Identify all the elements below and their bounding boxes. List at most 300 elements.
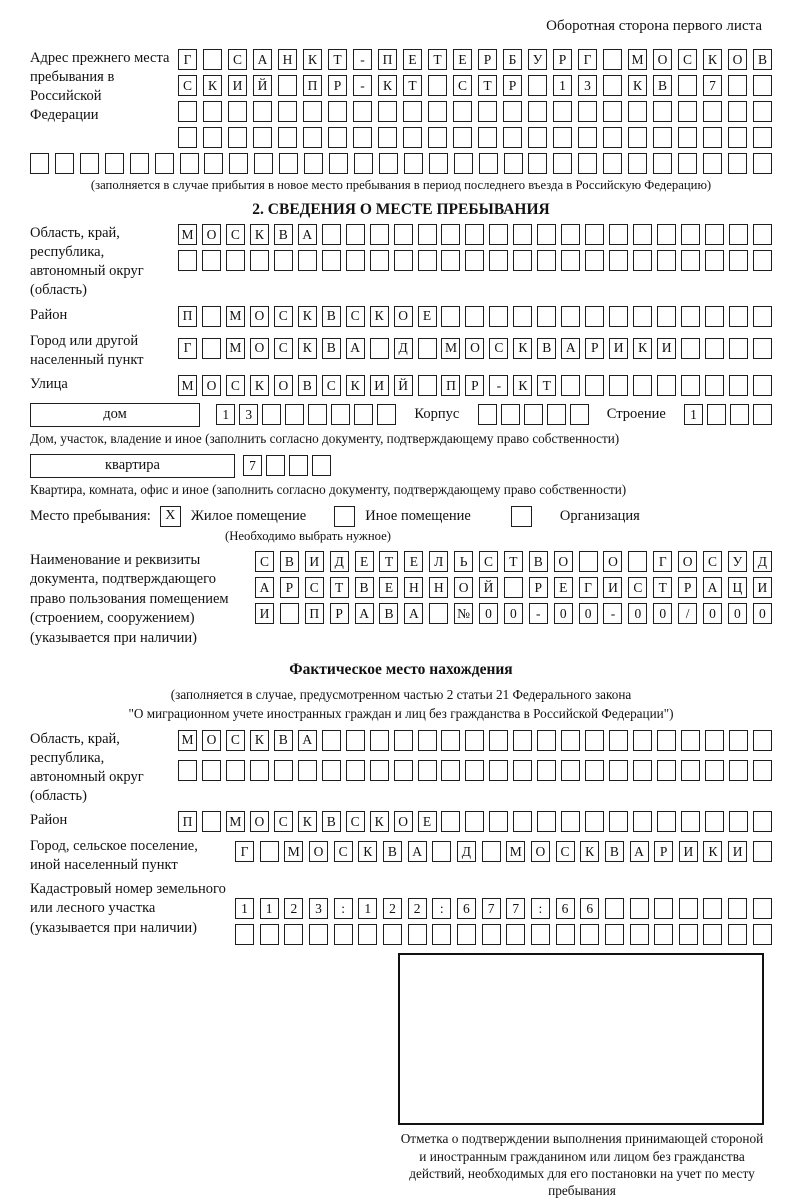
char-box-empty (278, 75, 297, 96)
char-box-empty (489, 250, 508, 271)
char-box-empty (585, 250, 604, 271)
char-box-filled: С (628, 577, 647, 598)
char-box-filled: И (728, 841, 747, 862)
char-box-empty (524, 404, 543, 425)
char-box-filled: К (298, 811, 317, 832)
char-box-filled: К (370, 306, 389, 327)
char-box-empty (346, 250, 365, 271)
fact-raion-label: Район (30, 812, 68, 829)
gorod-label: Город или другой населенный пункт (30, 332, 144, 368)
char-box-empty (478, 127, 497, 148)
char-box-filled: И (228, 75, 247, 96)
char-box-empty (304, 153, 323, 174)
char-box-filled: 2 (284, 898, 303, 919)
char-box-empty (653, 153, 672, 174)
char-box-empty (628, 127, 647, 148)
char-box-filled: Г (178, 49, 197, 70)
char-box-empty (703, 101, 722, 122)
char-box-empty (609, 224, 628, 245)
char-box-empty (489, 306, 508, 327)
char-box-empty (403, 101, 422, 122)
char-box-filled: К (250, 224, 269, 245)
dom-row (30, 403, 772, 427)
char-box-filled: В (280, 551, 299, 572)
char-box-empty (155, 153, 174, 174)
char-box-empty (328, 101, 347, 122)
char-box-filled: Е (403, 49, 422, 70)
char-box-filled: Н (278, 49, 297, 70)
char-box-empty (202, 811, 221, 832)
raion-label: Район (30, 306, 68, 323)
char-box-empty (441, 730, 460, 751)
char-box-empty (705, 224, 724, 245)
char-box-filled: Р (465, 375, 484, 396)
char-box-filled: В (322, 811, 341, 832)
page-header-note: Оборотная сторона первого листа (546, 18, 762, 34)
char-box-empty (418, 375, 437, 396)
char-box-empty (633, 760, 652, 781)
char-box-empty (753, 224, 772, 245)
char-box-filled: С (274, 811, 293, 832)
char-box-empty (235, 924, 254, 945)
char-box-empty (729, 338, 748, 359)
char-box-empty (253, 101, 272, 122)
doc-label: Наименование и реквизиты документа, подтверждающего право пользования помещением (строением, сооружением) (указывается при наличии) (30, 551, 229, 646)
char-box-filled: С (255, 551, 274, 572)
char-box-filled: К (298, 306, 317, 327)
char-box-empty (628, 101, 647, 122)
raion-row (178, 306, 772, 327)
char-box-filled: В (274, 224, 293, 245)
char-box-filled: А (255, 577, 274, 598)
char-box-empty (202, 250, 221, 271)
char-box-filled: Р (654, 841, 673, 862)
char-box-filled: П (305, 603, 324, 624)
char-box-filled: У (728, 551, 747, 572)
char-box-empty (353, 101, 372, 122)
fact-oblast-label: Область, край, республика, автономный округ (область) (30, 730, 144, 804)
char-box-empty (378, 101, 397, 122)
char-box-filled: С (305, 577, 324, 598)
char-box-filled: И (609, 338, 628, 359)
stroenie-cells (684, 404, 772, 425)
char-box-empty (441, 811, 460, 832)
char-box-filled: М (506, 841, 525, 862)
char-box-empty (453, 101, 472, 122)
prev-address-label: Адрес прежнего места пребывания в Российской Федерации (30, 50, 170, 124)
char-box-empty (482, 841, 501, 862)
char-box-filled: / (678, 603, 697, 624)
char-box-empty (226, 760, 245, 781)
char-box-filled: К (303, 49, 322, 70)
char-box-empty (537, 250, 556, 271)
char-box-filled: К (703, 841, 722, 862)
char-box-filled: 6 (457, 898, 476, 919)
char-box-filled: Г (579, 577, 598, 598)
char-box-empty (561, 224, 580, 245)
char-box-filled: А (346, 338, 365, 359)
char-box-empty (609, 375, 628, 396)
char-box-empty (703, 127, 722, 148)
char-box-empty (654, 924, 673, 945)
char-box-empty (603, 49, 622, 70)
fact-raion-field (30, 811, 772, 832)
char-box-empty (537, 760, 556, 781)
char-box-empty (728, 75, 747, 96)
oblast-field (30, 224, 772, 301)
char-box-filled: В (274, 730, 293, 751)
char-box-empty (428, 101, 447, 122)
char-box-empty (226, 250, 245, 271)
prev-address-rows (178, 49, 772, 148)
char-box-empty (394, 730, 413, 751)
char-box-filled: С (226, 730, 245, 751)
stamp-caption: Отметка о подтверждении выполнения принимающей стороной и иностранным гражданином или лицом без гражданства действий, необходимых для его постановки на учет по месту пребывания (400, 1131, 764, 1199)
char-box-filled: К (250, 375, 269, 396)
char-box-empty (501, 404, 520, 425)
char-box-filled: Й (479, 577, 498, 598)
char-box-empty (729, 811, 748, 832)
char-box-filled: К (298, 338, 317, 359)
char-box-filled: С (274, 306, 293, 327)
char-box-empty (703, 924, 722, 945)
char-box-empty (585, 730, 604, 751)
char-box-filled: Д (753, 551, 772, 572)
char-box-empty (679, 924, 698, 945)
char-box-empty (298, 760, 317, 781)
char-box-filled: О (465, 338, 484, 359)
char-box-filled: О (250, 338, 269, 359)
char-box-filled: А (561, 338, 580, 359)
char-box-empty (377, 404, 396, 425)
prev-address-caption: (заполняется в случае прибытия в новое место пребывания в период последнего въезда в Российскую Федерацию) (90, 178, 712, 192)
char-box-empty (312, 455, 331, 476)
char-box-empty (254, 153, 273, 174)
char-box-empty (657, 375, 676, 396)
char-box-empty (278, 127, 297, 148)
fact-gorod-row (235, 841, 772, 862)
char-box-filled: Р (503, 75, 522, 96)
char-box-empty (228, 101, 247, 122)
char-box-empty (753, 811, 772, 832)
checkbox-organizatsiya (511, 506, 532, 527)
char-box-empty (654, 898, 673, 919)
prev-address-row (178, 75, 772, 96)
char-box-empty (354, 153, 373, 174)
char-box-empty (681, 338, 700, 359)
char-box-filled: 3 (578, 75, 597, 96)
char-box-empty (262, 404, 281, 425)
char-box-empty (280, 603, 299, 624)
char-box-filled: Е (404, 551, 423, 572)
char-box-empty (478, 404, 497, 425)
char-box-empty (729, 224, 748, 245)
char-box-empty (603, 75, 622, 96)
char-box-empty (728, 101, 747, 122)
fact-oblast-field (30, 730, 772, 807)
char-box-filled: С (322, 375, 341, 396)
doc-row (255, 603, 772, 624)
char-box-filled: С (274, 338, 293, 359)
char-box-filled: Т (330, 577, 349, 598)
char-box-empty (561, 760, 580, 781)
char-box-filled: Д (394, 338, 413, 359)
char-box-empty (105, 153, 124, 174)
char-box-empty (528, 101, 547, 122)
char-box-empty (346, 730, 365, 751)
char-box-empty (703, 898, 722, 919)
oblast-row (178, 224, 772, 245)
char-box-filled: И (305, 551, 324, 572)
char-box-filled: М (178, 224, 197, 245)
char-box-empty (203, 101, 222, 122)
doc-rows (255, 551, 772, 624)
char-box-filled: В (653, 75, 672, 96)
char-box-filled: О (728, 49, 747, 70)
gorod-field (30, 332, 772, 370)
char-box-filled: В (355, 577, 374, 598)
char-box-filled: К (513, 375, 532, 396)
char-box-filled: А (408, 841, 427, 862)
prev-address-field (30, 49, 772, 148)
char-box-empty (705, 730, 724, 751)
ulitsa-row (178, 375, 772, 396)
char-box-filled: К (250, 730, 269, 751)
char-box-filled: Г (578, 49, 597, 70)
char-box-empty (753, 306, 772, 327)
char-box-empty (513, 730, 532, 751)
char-box-empty (178, 127, 197, 148)
char-box-empty (250, 760, 269, 781)
doc-row (255, 551, 772, 572)
char-box-empty (753, 127, 772, 148)
char-box-filled: 7 (506, 898, 525, 919)
char-box-empty (513, 250, 532, 271)
char-box-empty (729, 250, 748, 271)
char-box-filled: К (346, 375, 365, 396)
char-box-filled: 1 (358, 898, 377, 919)
char-box-filled: : (432, 898, 451, 919)
char-box-filled: Й (394, 375, 413, 396)
char-box-filled: А (253, 49, 272, 70)
char-box-filled: В (383, 841, 402, 862)
char-box-empty (633, 306, 652, 327)
char-box-filled: 2 (383, 898, 402, 919)
char-box-filled: 6 (556, 898, 575, 919)
char-box-empty (489, 760, 508, 781)
fact-title: Фактическое место нахождения (289, 660, 513, 678)
char-box-empty (130, 153, 149, 174)
char-box-empty (429, 153, 448, 174)
char-box-filled: О (678, 551, 697, 572)
char-box-filled: Ь (454, 551, 473, 572)
char-box-empty (506, 924, 525, 945)
char-box-filled: 0 (554, 603, 573, 624)
char-box-empty (537, 730, 556, 751)
char-box-empty (705, 338, 724, 359)
char-box-filled: Р (553, 49, 572, 70)
char-box-empty (260, 841, 279, 862)
prev-address-row (178, 127, 772, 148)
option-organizatsiya-label: Организация (559, 507, 640, 524)
char-box-empty (378, 127, 397, 148)
char-box-empty (753, 101, 772, 122)
char-box-filled: С (346, 306, 365, 327)
checkbox-inoe (334, 506, 355, 527)
char-box-empty (630, 924, 649, 945)
char-box-empty (753, 924, 772, 945)
char-box-empty (253, 127, 272, 148)
char-box-empty (547, 404, 566, 425)
char-box-empty (578, 153, 597, 174)
char-box-filled: И (255, 603, 274, 624)
char-box-filled: И (753, 577, 772, 598)
kadastr-field (30, 880, 772, 945)
char-box-empty (260, 924, 279, 945)
char-box-filled: Г (178, 338, 197, 359)
char-box-empty (250, 250, 269, 271)
char-box-empty (678, 153, 697, 174)
char-box-empty (678, 75, 697, 96)
char-box-filled: О (394, 811, 413, 832)
char-box-empty (633, 811, 652, 832)
char-box-filled: С (556, 841, 575, 862)
section2-title: 2. СВЕДЕНИЯ О МЕСТЕ ПРЕБЫВАНИЯ (252, 201, 550, 218)
char-box-filled: 7 (482, 898, 501, 919)
stroenie-label: Строение (606, 406, 666, 423)
char-box-empty (753, 338, 772, 359)
char-box-empty (531, 924, 550, 945)
char-box-filled: О (202, 224, 221, 245)
char-box-empty (513, 811, 532, 832)
char-box-empty (653, 127, 672, 148)
oblast-label: Область, край, республика, автономный округ (область) (30, 225, 144, 299)
char-box-empty (728, 127, 747, 148)
char-box-empty (513, 760, 532, 781)
char-box-empty (528, 127, 547, 148)
char-box-empty (605, 898, 624, 919)
char-box-filled: 0 (653, 603, 672, 624)
char-box-empty (603, 127, 622, 148)
char-box-empty (657, 730, 676, 751)
fact-caption-line2: "О миграционном учете иностранных граждан и лиц без гражданства в Российской Федерации") (128, 705, 674, 721)
char-box-empty (728, 898, 747, 919)
char-box-empty (585, 811, 604, 832)
fact-oblast-row (178, 730, 772, 751)
fact-caption-line1: (заполняется в случае, предусмотренном частью 2 статьи 21 Федерального закона (170, 686, 632, 702)
char-box-filled: О (250, 306, 269, 327)
char-box-filled: Т (653, 577, 672, 598)
char-box-empty (609, 250, 628, 271)
char-box-filled: С (226, 375, 245, 396)
char-box-filled: М (226, 338, 245, 359)
char-box-empty (556, 924, 575, 945)
char-box-empty (578, 101, 597, 122)
char-box-empty (753, 730, 772, 751)
stamp-area (398, 953, 766, 1199)
char-box-empty (80, 153, 99, 174)
char-box-empty (370, 760, 389, 781)
char-box-filled: К (580, 841, 599, 862)
char-box-filled: В (537, 338, 556, 359)
char-box-empty (346, 224, 365, 245)
char-box-filled: Р (478, 49, 497, 70)
char-box-empty (322, 730, 341, 751)
char-box-filled: В (753, 49, 772, 70)
char-box-empty (513, 306, 532, 327)
char-box-filled: А (404, 603, 423, 624)
char-box-empty (298, 250, 317, 271)
char-box-empty (180, 153, 199, 174)
char-box-empty (513, 224, 532, 245)
char-box-empty (528, 75, 547, 96)
char-box-filled: Р (280, 577, 299, 598)
char-box-filled: С (703, 551, 722, 572)
char-box-empty (322, 250, 341, 271)
place-type-label: Место пребывания: (30, 507, 151, 524)
char-box-empty (657, 811, 676, 832)
char-box-empty (609, 760, 628, 781)
prev-address-row (178, 49, 772, 70)
char-box-filled: М (628, 49, 647, 70)
char-box-empty (705, 250, 724, 271)
char-box-empty (308, 404, 327, 425)
raion-field (30, 306, 772, 327)
char-box-empty (289, 455, 308, 476)
char-box-empty (428, 75, 447, 96)
place-type-note: (Необходимо выбрать нужное) (225, 528, 391, 543)
char-box-empty (633, 224, 652, 245)
char-box-empty (178, 250, 197, 271)
char-box-filled: 0 (703, 603, 722, 624)
char-box-filled: А (298, 224, 317, 245)
char-box-filled: В (298, 375, 317, 396)
char-box-filled: С (346, 811, 365, 832)
char-box-empty (603, 153, 622, 174)
char-box-filled: К (370, 811, 389, 832)
char-box-empty (279, 153, 298, 174)
char-box-empty (580, 924, 599, 945)
char-box-empty (705, 811, 724, 832)
char-box-filled: 1 (216, 404, 235, 425)
dom-cells (216, 404, 396, 425)
char-box-empty (603, 101, 622, 122)
char-box-empty (753, 153, 772, 174)
char-box-filled: К (633, 338, 652, 359)
char-box-empty (178, 101, 197, 122)
char-box-empty (404, 153, 423, 174)
char-box-filled: 3 (239, 404, 258, 425)
char-box-filled: № (454, 603, 473, 624)
char-box-filled: 1 (260, 898, 279, 919)
char-box-empty (753, 75, 772, 96)
char-box-empty (453, 127, 472, 148)
char-box-empty (657, 760, 676, 781)
fact-raion-row (178, 811, 772, 832)
char-box-filled: Т (478, 75, 497, 96)
char-box-filled: Р (529, 577, 548, 598)
char-box-empty (418, 730, 437, 751)
char-box-filled: - (353, 49, 372, 70)
char-box-empty (705, 375, 724, 396)
char-box-filled: О (202, 375, 221, 396)
char-box-empty (202, 338, 221, 359)
char-box-filled: О (554, 551, 573, 572)
char-box-filled: Е (379, 577, 398, 598)
char-box-empty (203, 127, 222, 148)
char-box-empty (728, 153, 747, 174)
char-box-empty (553, 153, 572, 174)
